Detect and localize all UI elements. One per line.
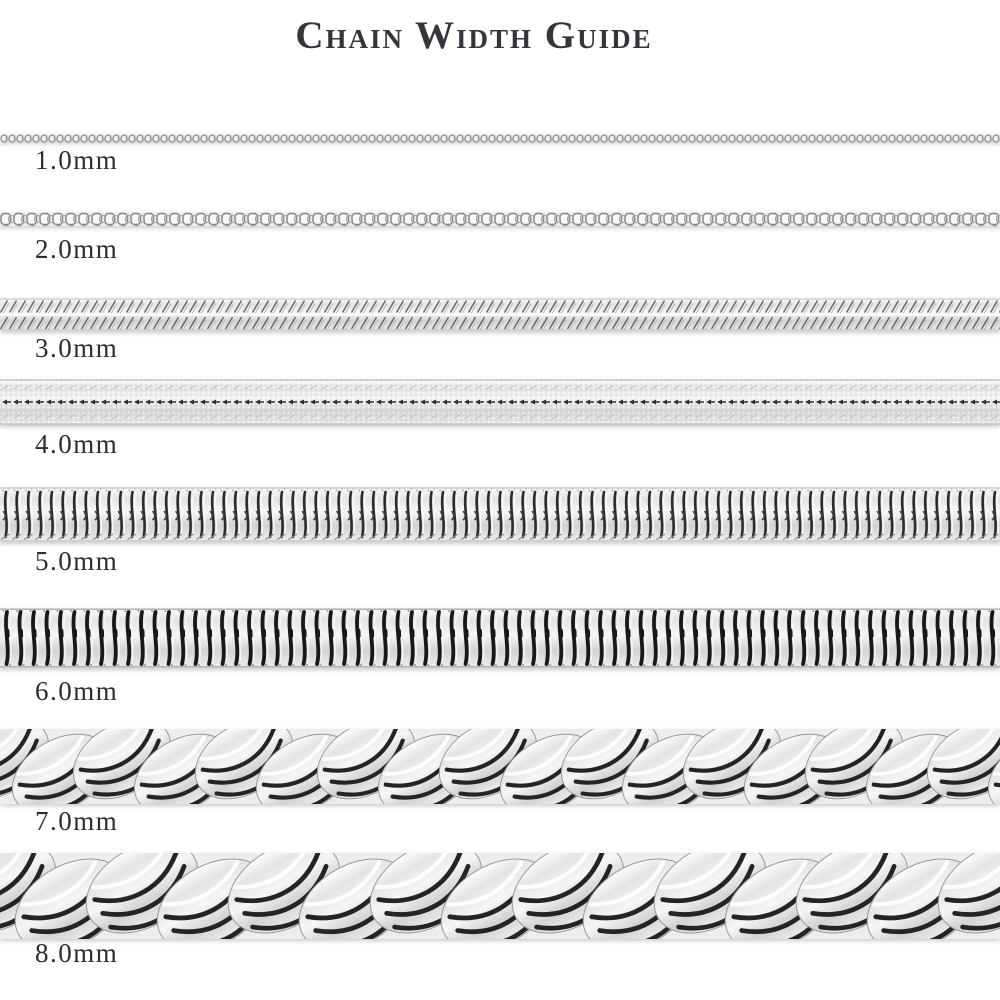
- chain-image-snake-fine: [0, 298, 1000, 331]
- chain-image-box: [0, 209, 1000, 229]
- chain-width-label: 2.0mm: [35, 234, 119, 264]
- chain-image-snake-bold: [0, 608, 1000, 668]
- chain-image-cable: [0, 134, 1000, 143]
- chain-width-label: 3.0mm: [35, 333, 119, 363]
- chain-image-snake-mesh: [0, 379, 1000, 425]
- chain-width-label: 8.0mm: [35, 938, 119, 968]
- chain-width-label: 6.0mm: [35, 676, 119, 706]
- chain-width-label: 7.0mm: [35, 806, 119, 836]
- chain-image-rope: [0, 729, 1000, 804]
- chain-width-label: 1.0mm: [35, 145, 119, 175]
- chain-width-label: 4.0mm: [35, 429, 119, 459]
- chain-image-rope: [0, 853, 1000, 939]
- page-title: Chain Width Guide: [295, 14, 653, 57]
- chain-width-label: 5.0mm: [35, 546, 119, 576]
- chain-image-snake-rib: [0, 487, 1000, 542]
